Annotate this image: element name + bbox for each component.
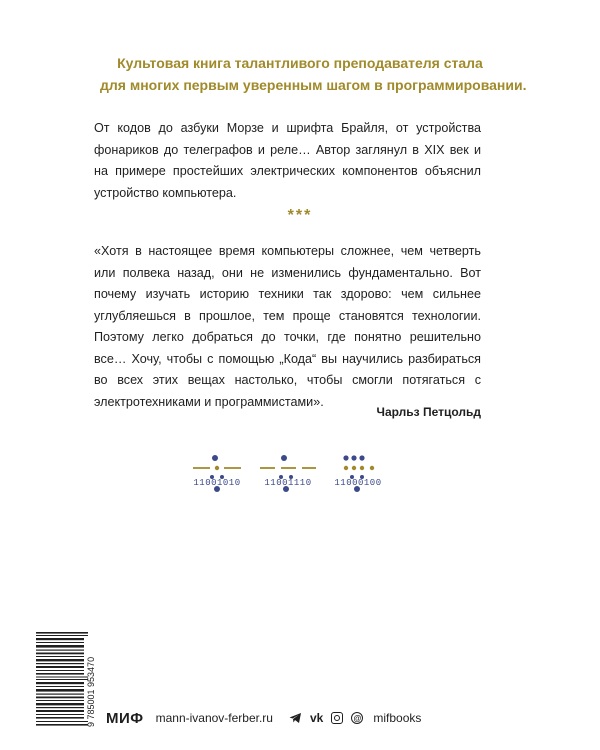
book-description: От кодов до азбуки Морзе и шрифта Брайля, от устройства фонариков до телеграфов и реле… Автор заглянул в XIX век и на примере простейших электрических компонентов объяснил устройство компьютера.: [94, 121, 481, 200]
isbn-number: 9 785001 953470: [86, 656, 96, 727]
binary-code-1: 11001010: [193, 478, 241, 488]
separator-stars: ***: [287, 207, 313, 224]
vk-icon[interactable]: vk: [309, 711, 324, 725]
instagram-icon[interactable]: [331, 712, 343, 724]
tagline: [100, 52, 527, 96]
social-handle[interactable]: mifbooks: [373, 711, 422, 725]
telegram-icon[interactable]: [289, 712, 302, 724]
binary-code-2: 11001110: [264, 478, 312, 488]
publisher-website[interactable]: mann-ivanov-ferber.ru: [155, 711, 273, 725]
isbn-barcode: [30, 630, 98, 730]
binary-code-illustration: [0, 448, 600, 498]
publisher-footer: [106, 708, 421, 728]
publisher-logo: МИФ: [106, 709, 144, 727]
tagline-line-1: Культовая книга талантливого преподавателя стала: [117, 55, 483, 71]
author-quote: «Хотя в настоящее время компьютеры сложнее, чем четверть или полвека назад, они не изменились фундаментально. Вот почему изучать историю техники так здорово: чем сильнее углубляешься в прошлое, тем проще становятся технологии. Поэтому легко добраться до точки, где понятно решительно все… Хочу, чтобы с помощью „Кода“ вы научились разбираться во всех этих вещах настолько, чтобы смогли потягаться с электротехниками и программистами».: [94, 244, 481, 409]
at-sign-icon: @: [351, 712, 363, 724]
quote-author: Чарльз Петцольд: [376, 405, 481, 419]
binary-code-3: 11000100: [334, 478, 382, 488]
tagline-line-2: для многих первым уверенным шагом в программировании.: [100, 77, 527, 93]
